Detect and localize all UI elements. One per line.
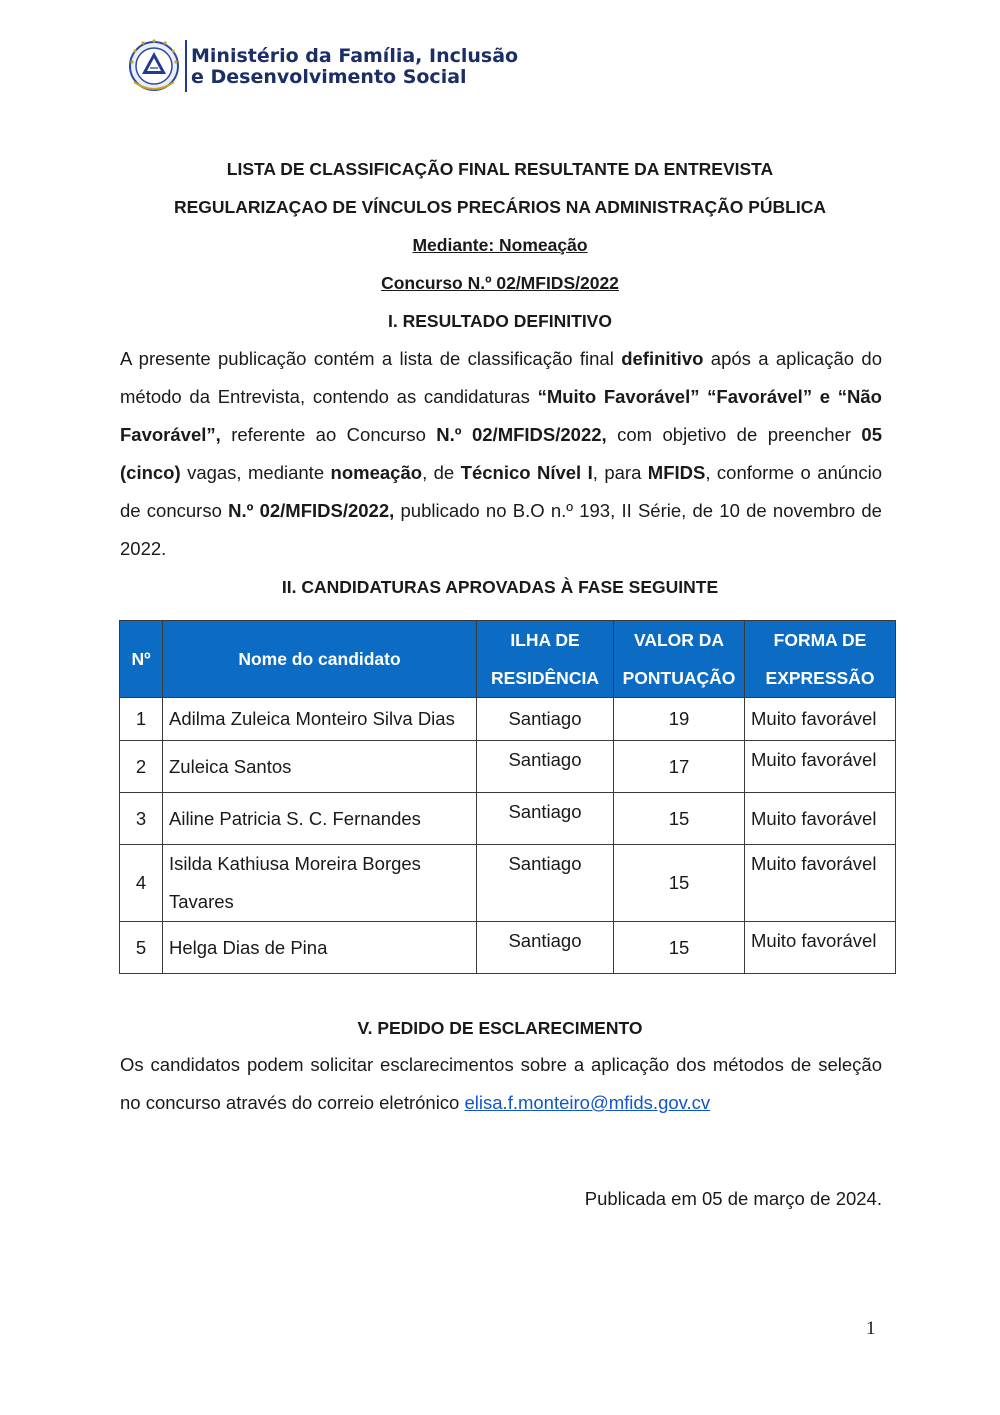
cell-name: Zuleica Santos xyxy=(163,741,477,793)
col-header-island xyxy=(477,621,614,698)
cell-number: 2 xyxy=(120,741,163,793)
intro-text-4: com objetivo de preencher xyxy=(606,424,862,445)
title-line-2: REGULARIZAÇAO DE VÍNCULOS PRECÁRIOS NA ADMINISTRAÇÃO PÚBLICA xyxy=(173,197,827,217)
cell-form: Muito favorável xyxy=(745,845,896,922)
intro-text-6: , de xyxy=(422,462,461,483)
cell-form: Muito favorável xyxy=(745,922,896,974)
intro-text-1: A presente publicação contém a lista de classificação final xyxy=(120,348,622,369)
intro-bold-6: Técnico Nível I xyxy=(460,462,593,483)
table-row xyxy=(120,793,896,845)
ministry-line-2: e Desenvolvimento Social xyxy=(191,66,467,88)
intro-bold-4: 05 (cinco) xyxy=(120,424,882,483)
cell-form: Muito favorável xyxy=(745,698,896,741)
candidates-table xyxy=(119,620,896,974)
title-line-1: LISTA DE CLASSIFICAÇÃO FINAL RESULTANTE DA ENTREVISTA xyxy=(226,159,774,179)
cell-island: Santiago xyxy=(477,698,614,741)
cell-number: 1 xyxy=(120,698,163,741)
intro-text-8: , conforme o anúncio de concurso xyxy=(120,462,882,521)
contact-email-link[interactable]: elisa.f.monteiro@mfids.gov.cv xyxy=(464,1092,711,1113)
intro-text-7: , para xyxy=(592,462,648,483)
col-header-name: Nome do candidato xyxy=(163,621,477,698)
cell-name: Helga Dias de Pina xyxy=(163,922,477,974)
intro-bold-5: nomeação xyxy=(330,462,423,483)
table-row xyxy=(120,922,896,974)
cell-score: 15 xyxy=(614,845,745,922)
table-row xyxy=(120,698,896,741)
header-divider xyxy=(185,40,187,92)
intro-text-5: vagas, mediante xyxy=(180,462,331,483)
cell-name: Ailine Patricia S. C. Fernandes xyxy=(163,793,477,845)
cell-number: 5 xyxy=(120,922,163,974)
intro-text-2: após a aplicação do método da Entrevista, contendo as candidaturas xyxy=(120,348,882,407)
cell-form: Muito favorável xyxy=(745,741,896,793)
intro-bold-3: N.º 02/MFIDS/2022, xyxy=(436,424,607,445)
publication-date: Publicada em 05 de março de 2024. xyxy=(584,1188,882,1209)
cell-score: 15 xyxy=(614,793,745,845)
table-row xyxy=(120,741,896,793)
cell-score: 19 xyxy=(614,698,745,741)
title-line-3-wrap xyxy=(0,235,1000,255)
ministry-name xyxy=(191,46,518,88)
cell-island: Santiago xyxy=(477,922,614,974)
col-header-island-2: RESIDÊNCIA xyxy=(491,668,599,688)
cape-verde-emblem-icon xyxy=(126,38,188,96)
intro-bold-2: “Muito Favorável” “Favorável” e “Não Favorável”, xyxy=(120,386,882,445)
clarification-text: Os candidatos podem solicitar esclarecimentos sobre a aplicação dos métodos de seleção no concurso através do correio eletrónico xyxy=(120,1054,882,1113)
table-header-row xyxy=(120,621,896,698)
page-number: 1 xyxy=(866,1318,876,1339)
title-line-4: Concurso N.º 02/MFIDS/2022 xyxy=(381,273,619,293)
title-line-4-wrap xyxy=(0,273,1000,293)
col-header-score xyxy=(614,621,745,698)
col-header-form-2: EXPRESSÃO xyxy=(765,668,875,688)
cell-name: Adilma Zuleica Monteiro Silva Dias xyxy=(163,698,477,741)
intro-bold-7: MFIDS xyxy=(647,462,706,483)
cell-island: Santiago xyxy=(477,741,614,793)
title-line-3: Mediante: Nomeação xyxy=(412,235,588,255)
intro-bold-1: definitivo xyxy=(621,348,704,369)
intro-bold-8: N.º 02/MFIDS/2022, xyxy=(228,500,395,521)
clarification-paragraph xyxy=(120,1046,882,1122)
cell-island: Santiago xyxy=(477,845,614,922)
cell-form: Muito favorável xyxy=(745,793,896,845)
section-approved-heading: II. CANDIDATURAS APROVADAS À FASE SEGUINTE xyxy=(281,577,719,597)
cell-island: Santiago xyxy=(477,793,614,845)
cell-name: Isilda Kathiusa Moreira Borges Tavares xyxy=(163,845,477,922)
col-header-form xyxy=(745,621,896,698)
intro-text-9: publicado no B.O n.º 193, II Série, de 10 de novembro de 2022. xyxy=(120,500,882,559)
col-header-score-2: PONTUAÇÃO xyxy=(622,668,736,688)
intro-text-3: referente ao Concurso xyxy=(220,424,437,445)
table-row xyxy=(120,845,896,922)
intro-paragraph xyxy=(120,340,882,568)
cell-number: 4 xyxy=(120,845,163,922)
cell-number: 3 xyxy=(120,793,163,845)
cell-score: 17 xyxy=(614,741,745,793)
col-header-form-1: FORMA DE xyxy=(773,630,867,650)
section-result-heading: I. RESULTADO DEFINITIVO xyxy=(388,311,612,331)
ministry-line-1: Ministério da Família, Inclusão xyxy=(191,45,519,67)
section-clarification-heading: V. PEDIDO DE ESCLARECIMENTO xyxy=(357,1018,643,1038)
col-header-score-1: VALOR DA xyxy=(633,630,725,650)
cell-score: 15 xyxy=(614,922,745,974)
col-header-number: Nº xyxy=(120,621,163,698)
col-header-island-1: ILHA DE xyxy=(510,630,580,650)
